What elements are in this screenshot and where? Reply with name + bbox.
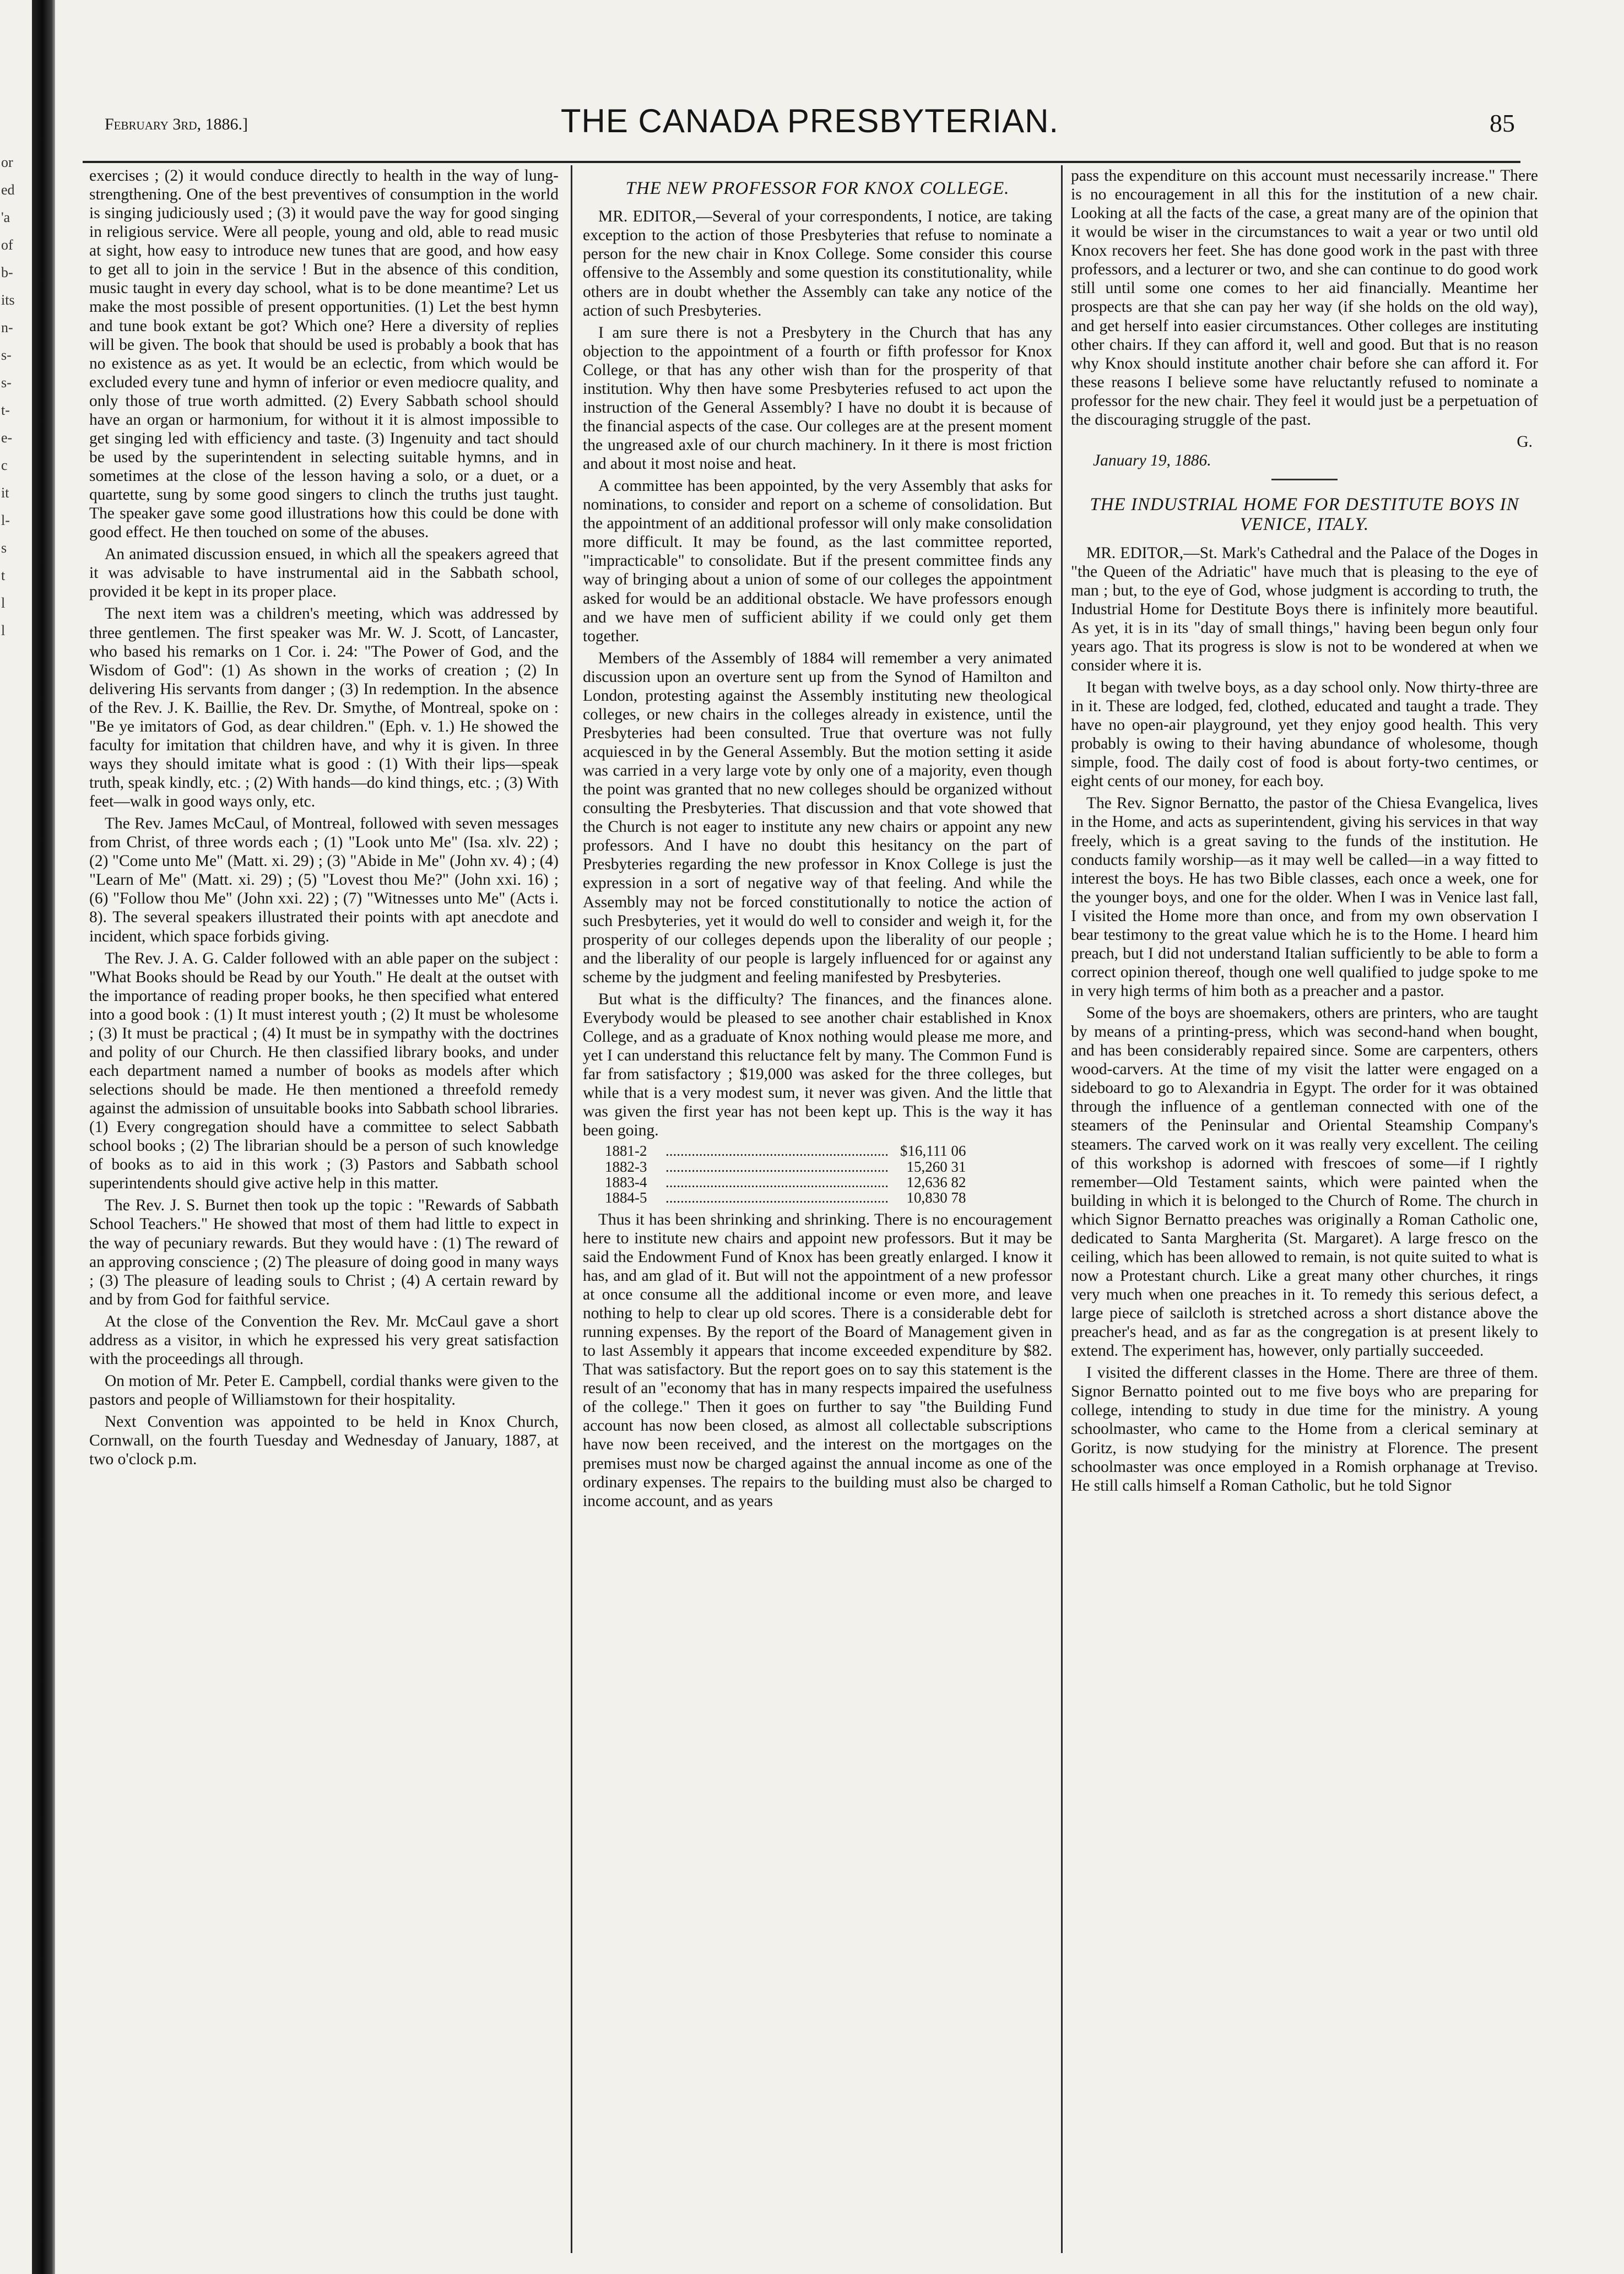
leader-dots: ............................................................ bbox=[665, 1174, 889, 1190]
bleed-fragment: n- bbox=[1, 320, 13, 335]
bleed-fragment: of bbox=[1, 237, 13, 253]
column-1 bbox=[89, 166, 559, 2260]
newspaper-title: THE CANADA PRESBYTERIAN. bbox=[560, 102, 1059, 139]
margin-bleed-text bbox=[1, 149, 28, 645]
article-body-knox-end bbox=[1071, 166, 1538, 429]
paragraph: Some of the boys are shoemakers, others are printers, who are taught by means of a printing-press, which was second-hand when bought, and has been considerably repaired since. Some are carpenters, others wood-carvers. At the time of my visit the latter were engaged on a sideboard to go to Alexandria in Egypt. The order for it was obtained through the influence of a gentleman connected with one of the steamers of the Peninsular and Oriental Steamship Company's steamers. The carved work on it was really very excellent. The ceiling of this workshop is adorned with frescoes of some—if I rightly remember—Old Testament saints, which were painted when the building in which it is belonged to the Church of Rome. The church in which Signor Bernatto preaches was originally a Roman Catholic one, dedicated to Santa Margherita (St. Margaret). A large fresco on the ceiling, which has been allowed to remain, is not quite suited to what is now a Protestant church. Like a great many other churches, it rings very much when one preaches in it. To remedy this serious defect, a large piece of sailcloth is stretched across a short distance above the preacher's head, and as far as the congregation is at present likely to extend. The experiment has, however, only partially succeeded. bbox=[1071, 1004, 1538, 1360]
paragraph: Members of the Assembly of 1884 will remember a very animated discussion upon an overture sent up from the Synod of Hamilton and London, protesting against the Assembly instituting new theological colleges, or new chairs in the colleges already in existence, until the Presbyteries had been consulted. True that overture was not fully acquiesced in by the General Assembly. But the motion setting it aside was carried in a very large vote by only one of a majority, even though the point was granted that no new colleges should be organized without consulting the Presbyteries. That discussion and that vote showed that the Church is not eager to institute any new chairs or appoint any new professors. And I have no doubt this hesitancy on the part of Presbyteries regarding the new professor in Knox College is just the expression in a sort of negative way of that feeling. And while the Assembly may not be forced constitutionally to notice the action of such Presbyteries, yet it would do well to consider and weigh it, for the prosperity of our colleges depends upon the liberality of our people ; and the liberality of our people is largely influenced for or against any scheme by the judgment and feeling manifested by Presbyteries. bbox=[583, 649, 1052, 986]
column-divider bbox=[1061, 165, 1063, 2253]
paragraph: MR. EDITOR,—St. Mark's Cathedral and the Palace of the Doges in "the Queen of the Adriatic" have much that is pleasing to the eye of man ; but, to the eye of God, whose judgment is according to truth, the Industrial Home for Destitute Boys there is infinitely more beautiful. As yet, it is in its "day of small things," having been begun only four years ago. That its progress is slow is not to be wondered at when we consider where it is. bbox=[1071, 544, 1538, 674]
bleed-fragment: ed bbox=[1, 182, 15, 198]
finance-row bbox=[605, 1190, 966, 1205]
paragraph: An animated discussion ensued, in which all the speakers agreed that it was advisable to have instrumental aid in the Sabbath school, provided it be kept in its proper place. bbox=[89, 545, 559, 601]
article-title-knox: THE NEW PROFESSOR FOR KNOX COLLEGE. bbox=[625, 178, 1010, 198]
finance-row bbox=[605, 1174, 966, 1190]
paragraph: MR. EDITOR,—Several of your correspondents, I notice, are taking exception to the action of those Presbyteries that refuse to nominate a person for the new chair in Knox College. Some consider this course offensive to the Assembly and some question its constitutionality, while others are in doubt whether the Assembly can take any notice of the action of such Presbyteries. bbox=[583, 208, 1052, 320]
finance-amount: 10,830 78 bbox=[906, 1189, 966, 1206]
leader-dots: ............................................................ bbox=[665, 1158, 889, 1175]
bleed-fragment: s- bbox=[1, 375, 12, 391]
bleed-fragment: l bbox=[1, 595, 6, 611]
paragraph: The Rev. Signor Bernatto, the pastor of the Chiesa Evangelica, lives in the Home, and acts as superintendent, giving his services in that way freely, which is a great saving to the funds of the institution. He conducts family worship—as it may well be called—in a way fitted to interest the boys. He has two Bible classes, each once a week, one for the younger boys, and one for the older. When I was in Venice last fall, I visited the Home more than once, and from my own observation I bear testimony to the great value which he is to the Home. I heard him preach, but I did not understand Italian sufficiently to be able to form a correct opinion thereof, though one well qualified to judge spoke to me in very high terms of him both as a preacher and a pastor. bbox=[1071, 794, 1538, 1000]
paragraph: The Rev. J. S. Burnet then took up the topic : "Rewards of Sabbath School Teachers." He showed that most of them had little to expect in the way of pecuniary rewards. But they would have : (1) The reward of an approving conscience ; (2) The pleasure of doing good in many ways ; (3) The pleasure of leading souls to Christ ; (4) A certain reward by and by from God for faithful service. bbox=[89, 1196, 559, 1308]
paragraph: I am sure there is not a Presbytery in the Church that has any objection to the appointment of a fourth or fifth professor for Knox College, or that has any other wish than for the prosperity of that institution. Why then have some Presbyteries refused to act upon the instruction of the General Assembly? I have no doubt it is because of the financial aspects of the case. Our colleges are at the present moment the ungreased axle of our church machinery. In it there is most friction and about it most noise and heat. bbox=[583, 323, 1052, 473]
bleed-fragment: or bbox=[1, 154, 13, 170]
paragraph: The next item was a children's meeting, which was addressed by three gentlemen. The first speaker was Mr. W. J. Scott, of Lancaster, who based his remarks on 1 Cor. i. 24: "The Power of God, and the Wisdom of God": (1) As shown in the works of creation ; (2) In delivering His servants from danger ; (3) In redemption. In the absence of the Rev. J. K. Baillie, the Rev. Dr. Smythe, of Montreal, spoke on : "Be ye imitators of God, as dear children." (Eph. v. 1.) He showed the faculty for imitation that children have, and why it is given. In three ways they should imitate what is good : (1) With their lips—speak truth, speak kindly, etc. ; (2) With hands—do kind things, etc. ; (3) With feet—walk in good ways only, etc. bbox=[89, 605, 559, 811]
finance-amount: 15,260 31 bbox=[906, 1158, 966, 1175]
paragraph: Thus it has been shrinking and shrinking. There is no encouragement here to institute new chairs and appoint new professors. But it may be said the Endowment Fund of Knox has been greatly enlarged. I know it has, and am glad of it. But will not the appointment of a new professor at once consume all the additional income or even more, and leave nothing to help to clear up old scores. There is a considerable debt for running expenses. By the report of the Board of Management given in to last Assembly it appears that income exceeded expenditure by $82. That was satisfactory. But the report goes on to say this statement is the result of an "economy that has in many respects impaired the usefulness of the college." Then it goes on further to say "the Building Fund account has now been closed, as almost all collectable subscriptions have now been received, and the interest on the mortgages on the premises must now be charged against the annual income as one of the ordinary expenses. The repairs to the building must also be charged to income account, and as years bbox=[583, 1210, 1052, 1510]
bleed-fragment: it bbox=[1, 485, 9, 501]
paragraph: The Rev. James McCaul, of Montreal, followed with seven messages from Christ, of three words each ; (1) "Look unto Me" (Isa. xlv. 22) ; (2) "Come unto Me" (Matt. xi. 29) ; (3) "Abide in Me" (John xv. 4) ; (4) "Learn of Me" (Matt. xi. 29) ; (5) "Lovest thou Me?" (John xxi. 16) ; (6) "Follow thou Me" (John xxi. 22) ; (7) "Witnesses unto Me" (Acts i. 8). The several speakers illustrated their points with apt anecdote and incident, which space forbids giving. bbox=[89, 815, 559, 945]
header-rule bbox=[83, 161, 1520, 163]
paragraph: The Rev. J. A. G. Calder followed with an able paper on the subject : "What Books should be Read by our Youth." He dealt at the outset with the importance of reading proper books, he then specified what entered into a good book : (1) It must interest youth ; (2) It must be wholesome ; (3) It must be practical ; (4) It must be in sympathy with the doctrines and polity of our Church. He then classified library books, and under each department named a number of books as models after which selections should be made. He then mentioned a threefold remedy against the admission of unsuitable books into Sabbath school libraries. (1) Every congregation should have a committee to select Sabbath school books ; (2) The librarian should be a person of such knowledge of books as to aid in this work ; (3) Pastors and Sabbath school superintendents should give active help in this matter. bbox=[89, 949, 559, 1193]
paragraph: pass the expenditure on this account must necessarily increase." There is no encouragement in all this for the institution of a new chair. Looking at all the facts of the case, a great many are of the opinion that it would be wiser in the circumstances to wait a year or two until old Knox recovers her feet. She has done good work in the past with three professors, and a lecturer or two, and she can continue to do good work still until some one comes to her aid financially. Meantime her prospects are that she can pay her way (if she holds on the old way), and get herself into easier circumstances. Other colleges are instituting other chairs. If they can afford it, well and good. But that is no reason why Knox should institute another chair before she can afford it. For these reasons I believe some have reluctantly refused to nominate a professor for the new chair. They feel it would just be a perpetuation of the discouraging struggle of the past. bbox=[1071, 167, 1538, 429]
finance-year: 1881-2 bbox=[605, 1143, 647, 1160]
page-binding-shadow bbox=[32, 0, 55, 2274]
bleed-fragment: c bbox=[1, 457, 8, 473]
bleed-fragment: t bbox=[1, 567, 6, 583]
bleed-fragment: s bbox=[1, 540, 7, 556]
bleed-fragment: b- bbox=[1, 264, 13, 280]
finance-year: 1883-4 bbox=[605, 1174, 647, 1191]
column-divider bbox=[571, 165, 572, 2253]
paragraph: On motion of Mr. Peter E. Campbell, cordial thanks were given to the pastors and people of Williamstown for their hospitality. bbox=[89, 1372, 559, 1409]
article-title-venice: THE INDUSTRIAL HOME FOR DESTITUTE BOYS IN VENICE, ITALY. bbox=[1090, 495, 1519, 535]
article-body-knox-continued bbox=[583, 1210, 1052, 1510]
bleed-fragment: 'a bbox=[1, 209, 10, 225]
bleed-fragment: s- bbox=[1, 347, 12, 363]
finance-amount: $16,111 06 bbox=[900, 1143, 966, 1160]
finance-table bbox=[605, 1143, 966, 1205]
paragraph: At the close of the Convention the Rev. Mr. McCaul gave a short address as a visitor, in which he expressed his very great satisfaction with the proceedings all through. bbox=[89, 1312, 559, 1368]
paragraph: I visited the different classes in the Home. There are three of them. Signor Bernatto pointed out to me five boys who are preparing for college, intending to study in due time for the ministry. A young schoolmaster, who came to the Home from a clerical seminary at Goritz, is now studying for the ministry at Florence. The present schoolmaster was once employed in a Romish orphanage at Treviso. He still calls himself a Roman Catholic, but he told Signor bbox=[1071, 1364, 1538, 1495]
article-separator bbox=[1271, 479, 1338, 480]
article-dateline: January 19, 1886. bbox=[1093, 451, 1211, 469]
finance-amount: 12,636 82 bbox=[906, 1174, 966, 1191]
article-body-venice bbox=[1071, 544, 1538, 1495]
article-signature: G. bbox=[1517, 432, 1533, 451]
header-date: February 3rd, 1886.] bbox=[105, 115, 248, 133]
bleed-fragment: e- bbox=[1, 430, 13, 446]
column-3 bbox=[1071, 166, 1538, 2260]
paragraph: But what is the difficulty? The finances, and the finances alone. Everybody would be pleased to see another chair established in Knox College, and as a graduate of Knox nothing would please me more, and yet I can understand this reluctance felt by many. The Common Fund is far from satisfactory ; $19,000 was asked for the three colleges, but while that is a very modest sum, it never was given. And the little that was given the first year has not been kept up. This is the way it has been going. bbox=[583, 990, 1052, 1140]
bleed-fragment: l bbox=[1, 622, 6, 638]
page-number: 85 bbox=[1490, 109, 1515, 137]
finance-year: 1882-3 bbox=[605, 1158, 647, 1175]
paragraph: A committee has been appointed, by the very Assembly that asks for nominations, to consider and report on a scheme of consolidation. But the appointment of an additional professor will only make consolidation more difficult. It may be found, as the last committee reported, "impracticable" to consolidate. But if the present committee finds any way of bringing about a union of some of our colleges the appointment asked for would be an additional obstacle. We have professors enough and we have men of sufficient ability if we could only get them together. bbox=[583, 477, 1052, 645]
finance-row bbox=[605, 1159, 966, 1174]
column-2 bbox=[583, 166, 1052, 2260]
leader-dots: ............................................................ bbox=[665, 1190, 889, 1206]
paragraph: Next Convention was appointed to be held in Knox Church, Cornwall, on the fourth Tuesday and Wednesday of January, 1887, at two o'clock p.m. bbox=[89, 1413, 559, 1469]
bleed-fragment: t- bbox=[1, 402, 10, 418]
finance-year: 1884-5 bbox=[605, 1189, 647, 1206]
bleed-fragment: l- bbox=[1, 512, 10, 528]
article-body-knox bbox=[583, 207, 1052, 1140]
paragraph: It began with twelve boys, as a day school only. Now thirty-three are in it. These are lodged, fed, clothed, educated and taught a trade. They have no open-air playground, yet they enjoy good health. This very probably is owing to their having abundance of wholesome, though simple, food. The daily cost of food is about forty-two centimes, or eight cents of our money, for each boy. bbox=[1071, 679, 1538, 791]
leader-dots: ............................................................ bbox=[665, 1143, 889, 1159]
bleed-fragment: its bbox=[1, 292, 15, 308]
page-header bbox=[105, 102, 1515, 157]
finance-row bbox=[605, 1143, 966, 1158]
paragraph: exercises ; (2) it would conduce directly to health in the way of lung-strengthening. One of the best preventives of consumption in the world is singing judiciously used ; (3) it would pave the way for good singing in religious service. Were all people, young and old, able to read music at sight, how easy to introduce new tunes that are good, and how easy to get all to join in the service ! But in the absence of this condition, music taught in every day school, what is to be done meantime? Let us make the most possible of present opportunities. (1) Let the best hymn and tune book extant be got? Which one? Here a diversity of replies will be given. The book that should be used is probably a book that has no existence as as yet. It would be an eclectic, from which would be excluded every tune and hymn of inferior or even mediocre quality, and only those of true worth admitted. (2) Every Sabbath school should have an organ or harmonium, for without it it is almost impossible to get singing led with efficiency and taste. (3) Ingenuity and tact should be used by the superintendent in selecting suitable hymns, and in sometimes at the close of the lesson having a solo, or a duet, or a quartette, sung by some good singers to clinch the truths just taught. The speaker gave some good illustrations how this could be done with good effect. He then touched on some of the abuses. bbox=[89, 167, 559, 542]
